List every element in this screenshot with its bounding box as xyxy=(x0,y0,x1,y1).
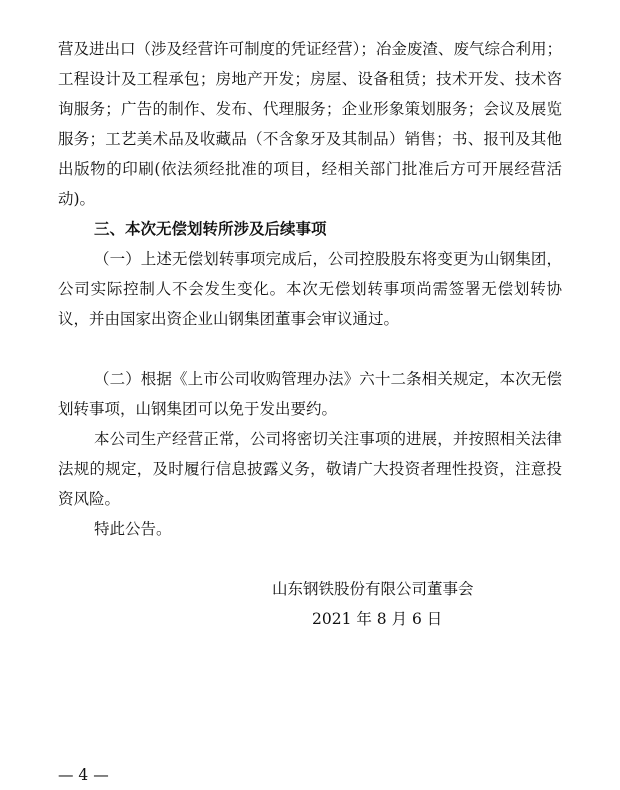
announcement-text: 特此公告。 xyxy=(94,520,172,538)
signature: 山东钢铁股份有限公司董事会 xyxy=(272,580,474,598)
closing-paragraph: 本公司生产经营正常，公司将密切关注事项的进展，并按照相关法律法规的规定，及时履行信息披露义务，敬请广大投资者理性投资，注意投资风险。 xyxy=(58,430,562,508)
item-two-paragraph: （二）根据《上市公司收购管理办法》六十二条相关规定，本次无偿划转事项，山钢集团可以免于发出要约。 xyxy=(58,370,562,418)
page-number: — 4 — xyxy=(58,766,109,784)
business-scope-paragraph: 营及进出口（涉及经营许可制度的凭证经营）；冶金废渣、废气综合利用；工程设计及工程承包；房地产开发；房屋、设备租赁；技术开发、技术咨询服务；广告的制作、发布、代理服务；企业形象策划服务；会议及展览服务；工艺美术品及收藏品（不含象牙及其制品）销售；书、报刊及其他出版物的印刷(依法须经批准的项目，经相关部门批准后方可开展经营活动)。 xyxy=(58,40,562,208)
item-one-paragraph: （一）上述无偿划转事项完成后，公司控股股东将变更为山钢集团，公司实际控制人不会发生变化。本次无偿划转事项尚需签署无偿划转协议，并由国家出资企业山钢集团董事会审议通过。 xyxy=(58,250,562,328)
announcement-date: 2021 年 8 月 6 日 xyxy=(312,610,443,628)
section-heading: 三、本次无偿划转所涉及后续事项 xyxy=(94,220,327,238)
